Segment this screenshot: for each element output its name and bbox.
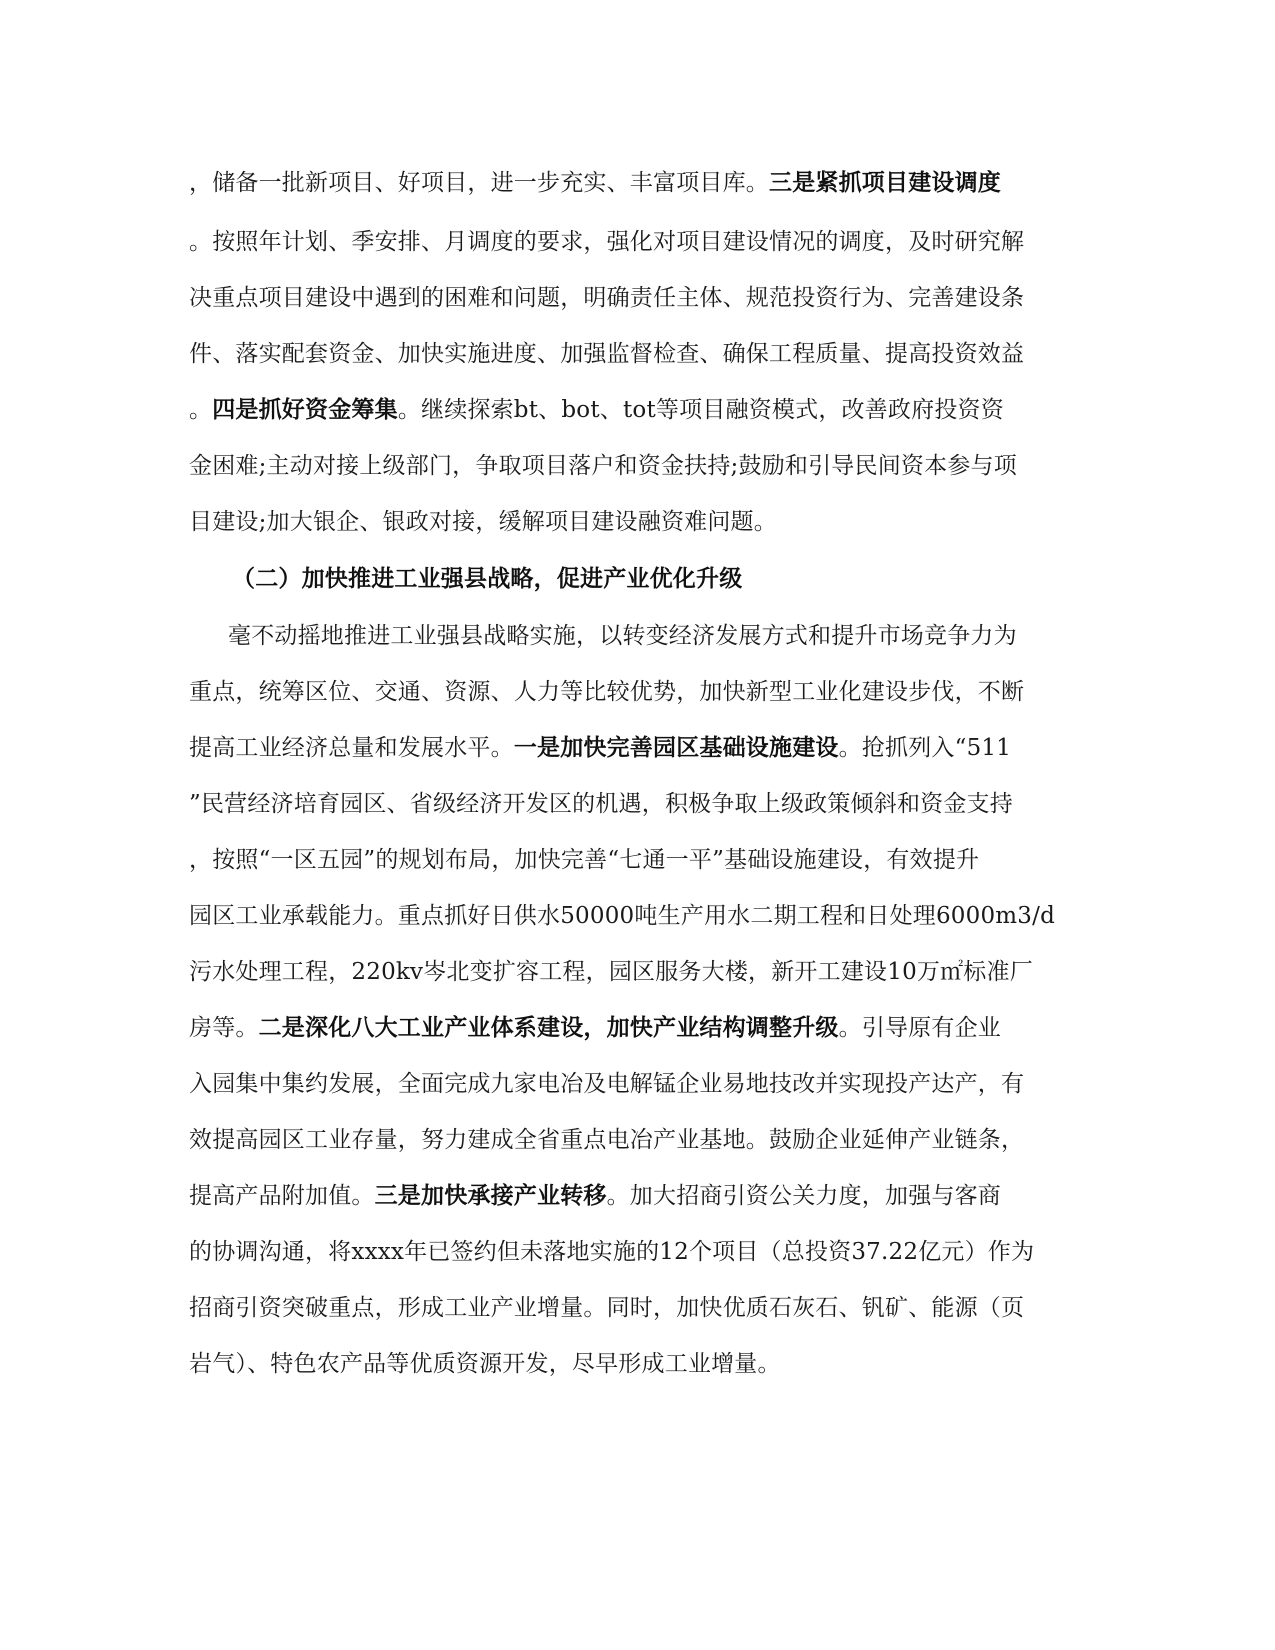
text-line: 。按照年计划、季安排、月调度的要求，强化对项目建设情况的调度，及时研究解 <box>189 229 1025 255</box>
text-line: 提高工业经济总量和发展水平。一是加快完善园区基础设施建设。抢抓列入“511 <box>189 735 1012 761</box>
text-line: 。四是抓好资金筹集。继续探索bt、bot、tot等项目融资模式，改善政府投资资 <box>189 397 1004 423</box>
text-line: ”民营经济培育园区、省级经济开发区的机遇，积极争取上级政策倾斜和资金支持 <box>189 791 1013 817</box>
text-line: 房等。二是深化八大工业产业体系建设，加快产业结构调整升级。引导原有企业 <box>189 1015 1002 1041</box>
text-line: ，储备一批新项目、好项目，进一步充实、丰富项目库。三是紧抓项目建设调度 <box>189 170 1001 196</box>
text-line: 决重点项目建设中遇到的困难和问题，明确责任主体、规范投资行为、完善建设条 <box>189 285 1025 311</box>
text-line: 招商引资突破重点，形成工业产业增量。同时，加快优质石灰石、钒矿、能源（页 <box>189 1295 1025 1321</box>
text-line: 毫不动摇地推进工业强县战略实施，以转变经济发展方式和提升市场竞争力为 <box>228 623 1017 649</box>
text-line: 件、落实配套资金、加快实施进度、加强监督检查、确保工程质量、提高投资效益 <box>189 341 1025 367</box>
text-line: ，按照“一区五园”的规划布局，加快完善“七通一平”基础设施建设，有效提升 <box>189 847 980 873</box>
text-line: 入园集中集约发展，全面完成九家电冶及电解锰企业易地技改并实现投产达产，有 <box>189 1071 1025 1097</box>
text-line: 目建设;加大银企、银政对接，缓解项目建设融资难问题。 <box>189 509 777 535</box>
text-line: 重点，统筹区位、交通、资源、人力等比较优势，加快新型工业化建设步伐，不断 <box>189 679 1025 705</box>
text-line: 污水处理工程，220kv岑北变扩容工程，园区服务大楼，新开工建设10万㎡标准厂 <box>189 959 1033 985</box>
text-line: 效提高园区工业存量，努力建成全省重点电冶产业基地。鼓励企业延伸产业链条， <box>189 1127 1025 1153</box>
text-line: 提高产品附加值。三是加快承接产业转移。加大招商引资公关力度，加强与客商 <box>189 1183 1002 1209</box>
text-line: 岩气）、特色农产品等优质资源开发，尽早形成工业增量。 <box>189 1351 781 1377</box>
text-line: 金困难;主动对接上级部门，争取项目落户和资金扶持;鼓励和引导民间资本参与项 <box>189 453 1017 479</box>
section-heading: （二）加快推进工业强县战略，促进产业优化升级 <box>232 566 743 592</box>
text-line: 的协调沟通，将xxxx年已签约但未落地实施的12个项目（总投资37.22亿元）作为 <box>189 1239 1035 1265</box>
text-line: 园区工业承载能力。重点抓好日供水50000吨生产用水二期工程和日处理6000m3/d <box>189 903 1056 929</box>
